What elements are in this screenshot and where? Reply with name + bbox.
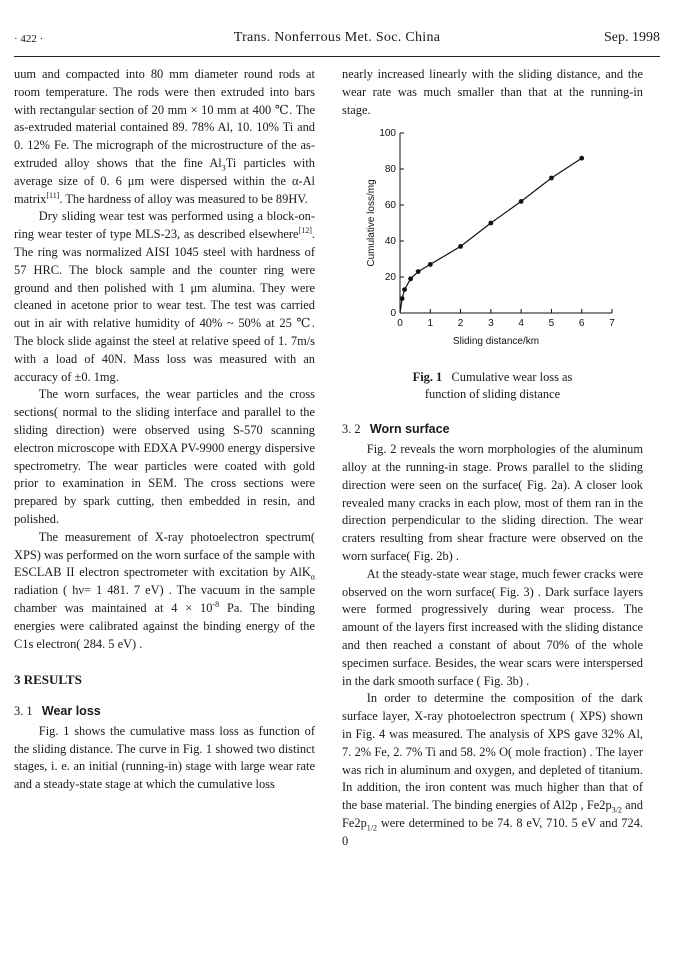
left-column — [14, 66, 315, 794]
journal-title: Trans. Nonferrous Met. Soc. China — [233, 30, 441, 45]
data-point — [428, 262, 433, 267]
x-tick-label: 4 — [518, 318, 524, 330]
running-header — [14, 30, 660, 52]
paragraph: Fig. 1 shows the cumulative mass loss as function of the sliding distance. The curve in Fig. 1 showed two distinct stages, i. e. an initial (running-in) stage with large wear rate and a steady-state stage at which the cumulative loss — [14, 723, 315, 792]
x-tick-label: 7 — [609, 318, 615, 330]
data-point — [579, 156, 584, 161]
y-tick-label: 80 — [384, 164, 396, 176]
series-line — [400, 159, 582, 314]
data-point — [402, 288, 407, 293]
y-tick-label: 20 — [384, 272, 396, 284]
right-column — [342, 66, 643, 851]
issue-date: Sep. 1998 — [604, 30, 660, 45]
citation: [11] — [46, 190, 60, 200]
page-number: · 422 · — [14, 33, 44, 45]
data-point — [488, 221, 493, 226]
paragraph: Dry sliding wear test was performed using a block-on-ring wear tester of type MLS-23, as described elsewhere[12]. The ring was normalized AISI 1045 steel with hardness of 57 HRC. The block sample and the counter ring were ground and then polished with 1 μm alumina. They were cleaned in acetone prior to wear test. The test was carried out in air with relative humidity of 40% ~ 50% at 25 ℃. The block slide against the steel at relative speed of 1. 7m/s with a load of 40N. Mass loss was measured with an accuracy of ±0. 1mg. — [14, 209, 315, 384]
y-tick-label: 100 — [379, 128, 396, 140]
y-tick-label: 40 — [384, 236, 396, 248]
x-tick-label: 2 — [457, 318, 464, 330]
y-tick-label: 60 — [384, 200, 396, 212]
paragraph: The measurement of X-ray photoelectron spectrum( XPS) was performed on the worn surface of the sample with ESCLAB II electron spectrometer with excitation by AlK$_\alpha$ radiation ( hν= 1 481. 7 eV) . The vacuum in the sample chamber was maintained at $4 \times 10^{-8}$ Pa. The binding energies were calibrated against the binding energy of the C1s electron( 284. 5 eV) . — [14, 529, 315, 651]
x-tick-label: 6 — [578, 318, 585, 330]
x-tick-label: 5 — [548, 318, 555, 330]
subsection-heading-worn-surface: 3. 2 Worn surface — [342, 422, 450, 437]
x-tick-label: 0 — [397, 318, 403, 330]
y-tick-label: 0 — [390, 308, 396, 320]
section-heading-results: 3 RESULTS — [14, 672, 82, 688]
paragraph: nearly increased linearly with the sliding distance, and the wear rate was much smaller than that at the running-in stage. — [342, 67, 643, 117]
data-point — [400, 297, 405, 302]
data-point — [549, 176, 554, 181]
paragraph: The worn surfaces, the wear particles and the cross sections( normal to the sliding interface and parallel to the sliding direction) were observed using S-570 scanning electron microscope with EDXA PV-9900 energy dispersive spectrometry. The wear particles were coated with gold prior to examination in SEM. The cross sections were prepared by spark cutting, then embedded in resin, and polished. — [14, 387, 315, 526]
subsection-heading-wear-loss: 3. 1 Wear loss — [14, 704, 101, 719]
paragraph: uum and compacted into 80 mm diameter round rods at room temperature. The rods were then extruded into bars with rectangular section of 20 mm × 10 mm at 400 ℃. The as-extruded material contained 89. 78% Al, 10. 10% Ti and 0. 12% Fe. The micrograph of the microstructure of the as-extruded alloy shows that the fine $Al_3Ti$ particles with average size of 0. 6 μm were dispersed within the α-Al matrix[11]. The hardness of alloy was measured to be 89HV. — [14, 67, 315, 206]
paragraph: At the steady-state wear stage, much fewer cracks were observed on the worn surface( Fig. 3) . Dark surface layers were formed progressively during wear process. The amount of the layers first increased with the sliding distance and then reached a constant of about 70% of the whole specimen surface. Besides, the wear scars were interspersed in the dark smooth surface ( Fig. 3b) . — [342, 566, 643, 688]
data-point — [458, 244, 463, 249]
data-point — [519, 199, 524, 204]
citation: [12] — [298, 226, 312, 236]
x-axis-label: Sliding distance/km — [452, 336, 540, 348]
x-tick-label: 1 — [427, 318, 434, 330]
figure-1 — [342, 121, 643, 361]
data-point — [408, 277, 413, 282]
x-tick-label: 3 — [488, 318, 494, 330]
y-axis-label: Cumulative loss/mg — [366, 179, 377, 268]
paragraph: Fig. 2 reveals the worn morphologies of the aluminum alloy at the running-in stage. Prows parallel to the sliding direction were seen on the surface( Fig. 2a). A closer look revealed many cracks in each plow, most of them ran in the direction perpendicular to the sliding direction. The wear craters resulting from shear fracture were observed on the worn surface( Fig. 2b) . — [342, 442, 643, 563]
paragraph: In order to determine the composition of the dark surface layer, X-ray photoelectron spectrum ( XPS) shown in Fig. 4 was measured. The analysis of XPS gave 32% Al, 7. 2% Fe, 2. 7% Ti and 58. 2% O( mole fraction) . The layer was rich in aluminum and oxygen, and depleted of titanium. In addition, the iron content was much higher than that of the base material. The binding energies of Al2p , $Fe2p_{3/2}$ and $Fe2p_{1/2}$ were determined to be 74. 8 eV, 710. 5 eV and 724. 0 — [342, 691, 643, 848]
figure-caption: Fig. 1 Cumulative wear loss as function of sliding distance — [412, 370, 573, 402]
header-rule — [14, 56, 660, 57]
data-point — [416, 270, 421, 275]
wear-loss-chart — [342, 121, 643, 361]
